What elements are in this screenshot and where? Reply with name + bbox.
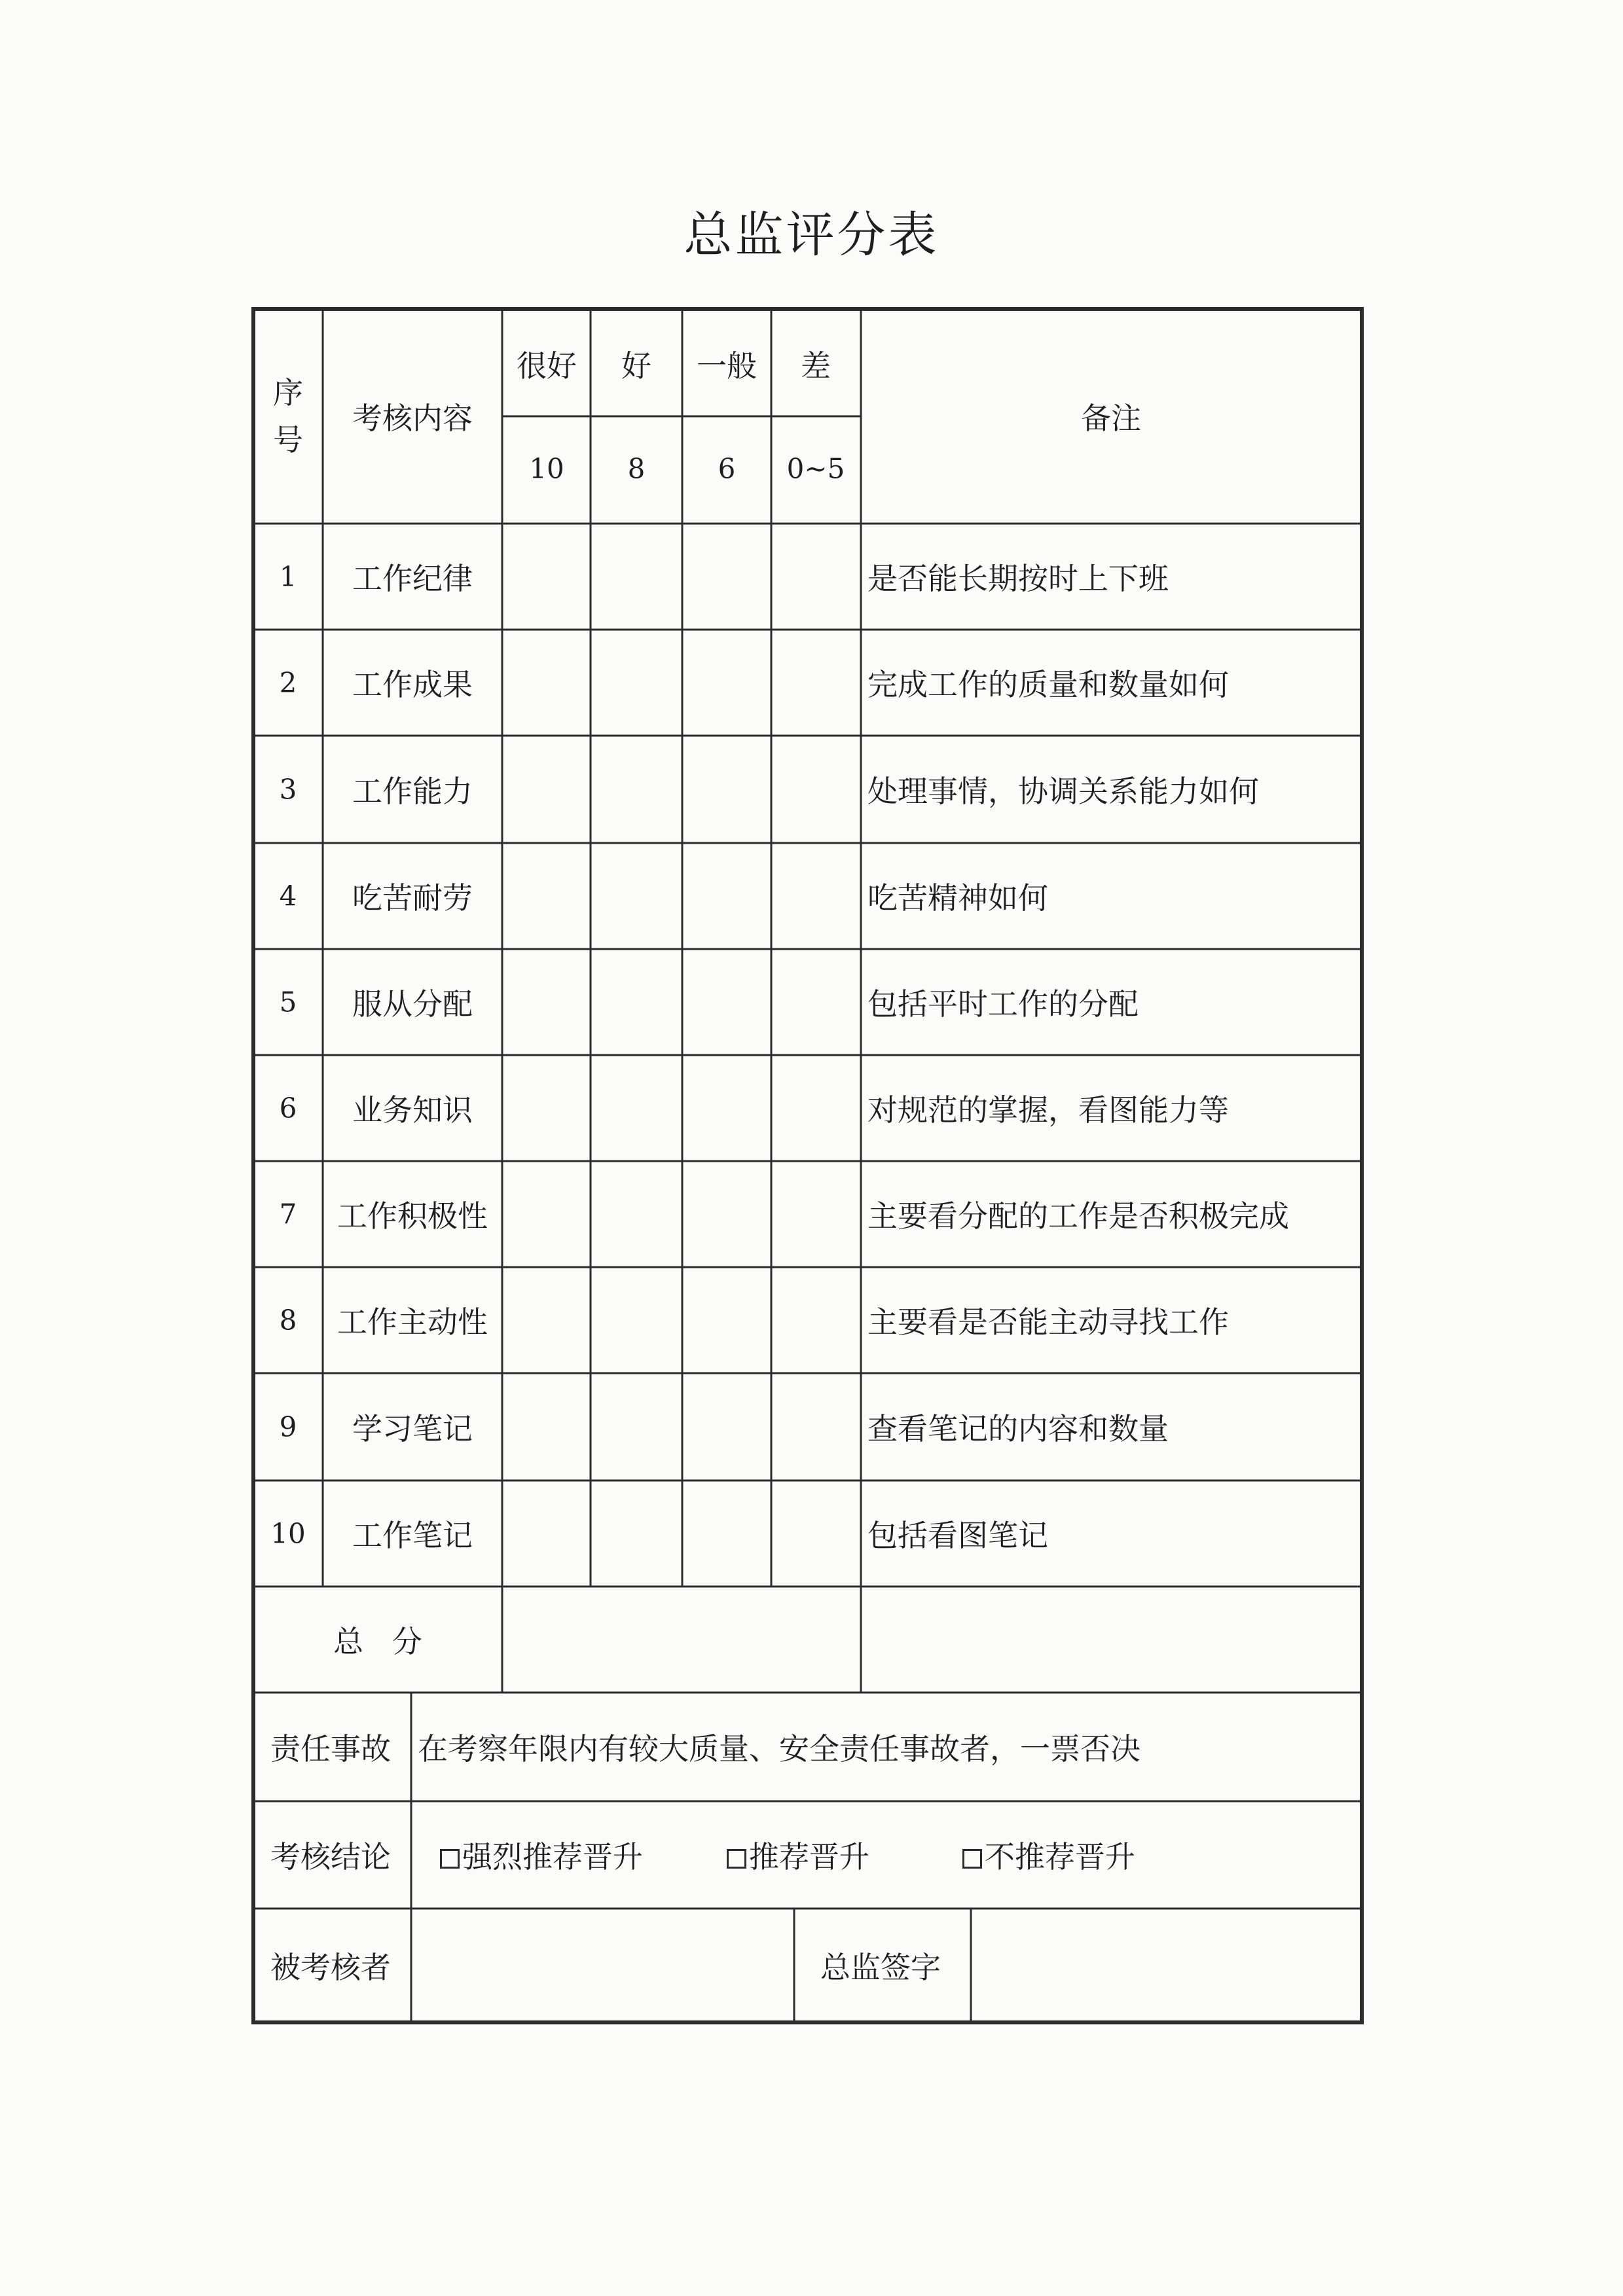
row-item: 业务知识 <box>352 1092 473 1128</box>
grade-label-excellent: 很好 <box>517 348 577 384</box>
grade-score-average: 6 <box>718 452 736 485</box>
row-remark: 处理事情，协调关系能力如何 <box>867 774 1259 809</box>
assessee-label: 被考核者 <box>270 1950 391 1985</box>
row-number: 7 <box>279 1198 297 1230</box>
row-item: 工作能力 <box>352 774 473 809</box>
supervisor-signature-label: 总监签字 <box>820 1950 941 1985</box>
row-number: 10 <box>270 1517 306 1550</box>
option-label: 推荐晋升 <box>749 1839 869 1874</box>
grade-label-poor: 差 <box>801 348 831 384</box>
grade-score-poor: 0~5 <box>786 452 845 485</box>
option-recommend[interactable] <box>727 1833 869 1876</box>
row-number: 3 <box>279 773 297 806</box>
page-title: 总监评分表 <box>684 207 939 263</box>
row-item: 服从分配 <box>352 986 473 1022</box>
option-label: 不推荐晋升 <box>985 1839 1135 1874</box>
content-header: 考核内容 <box>352 401 473 436</box>
total-score-label: 总 分 <box>333 1624 422 1659</box>
remark-header: 备注 <box>1081 401 1141 436</box>
seq-header: 序 号 <box>273 375 303 457</box>
row-number: 1 <box>279 560 297 593</box>
row-number: 5 <box>279 986 297 1018</box>
row-item: 工作笔记 <box>352 1518 473 1553</box>
row-remark: 查看笔记的内容和数量 <box>867 1411 1169 1446</box>
row-remark: 包括看图笔记 <box>867 1518 1048 1553</box>
row-number: 9 <box>279 1410 297 1443</box>
row-item: 工作主动性 <box>337 1304 488 1340</box>
checkbox-icon[interactable] <box>962 1849 982 1869</box>
row-item: 工作积极性 <box>337 1198 488 1234</box>
row-number: 4 <box>279 880 297 912</box>
row-remark: 主要看分配的工作是否积极完成 <box>867 1198 1289 1234</box>
row-remark: 主要看是否能主动寻找工作 <box>867 1304 1229 1340</box>
liability-label: 责任事故 <box>270 1731 391 1767</box>
checkbox-icon[interactable] <box>727 1849 746 1869</box>
checkbox-icon[interactable] <box>440 1849 460 1869</box>
row-number: 6 <box>279 1092 297 1124</box>
option-label: 强烈推荐晋升 <box>462 1839 643 1874</box>
row-remark: 对规范的掌握，看图能力等 <box>867 1092 1229 1128</box>
row-item: 工作成果 <box>352 667 473 702</box>
grade-score-good: 8 <box>627 452 646 485</box>
row-item: 工作纪律 <box>352 561 473 596</box>
row-item: 学习笔记 <box>352 1411 473 1446</box>
grade-label-average: 一般 <box>697 348 757 384</box>
grade-label-good: 好 <box>621 348 651 384</box>
row-item: 吃苦耐劳 <box>352 880 473 916</box>
conclusion-label: 考核结论 <box>270 1839 391 1874</box>
row-remark: 完成工作的质量和数量如何 <box>867 667 1229 702</box>
option-not-recommend[interactable] <box>962 1833 1135 1876</box>
row-remark: 吃苦精神如何 <box>867 880 1048 916</box>
grade-score-excellent: 10 <box>529 452 564 485</box>
row-number: 8 <box>279 1304 297 1336</box>
row-number: 2 <box>279 666 297 699</box>
row-remark: 包括平时工作的分配 <box>867 986 1139 1022</box>
row-remark: 是否能长期按时上下班 <box>867 561 1169 596</box>
liability-text: 在考察年限内有较大质量、安全责任事故者，一票否决 <box>418 1731 1140 1767</box>
option-strongly-recommend[interactable] <box>440 1833 643 1876</box>
